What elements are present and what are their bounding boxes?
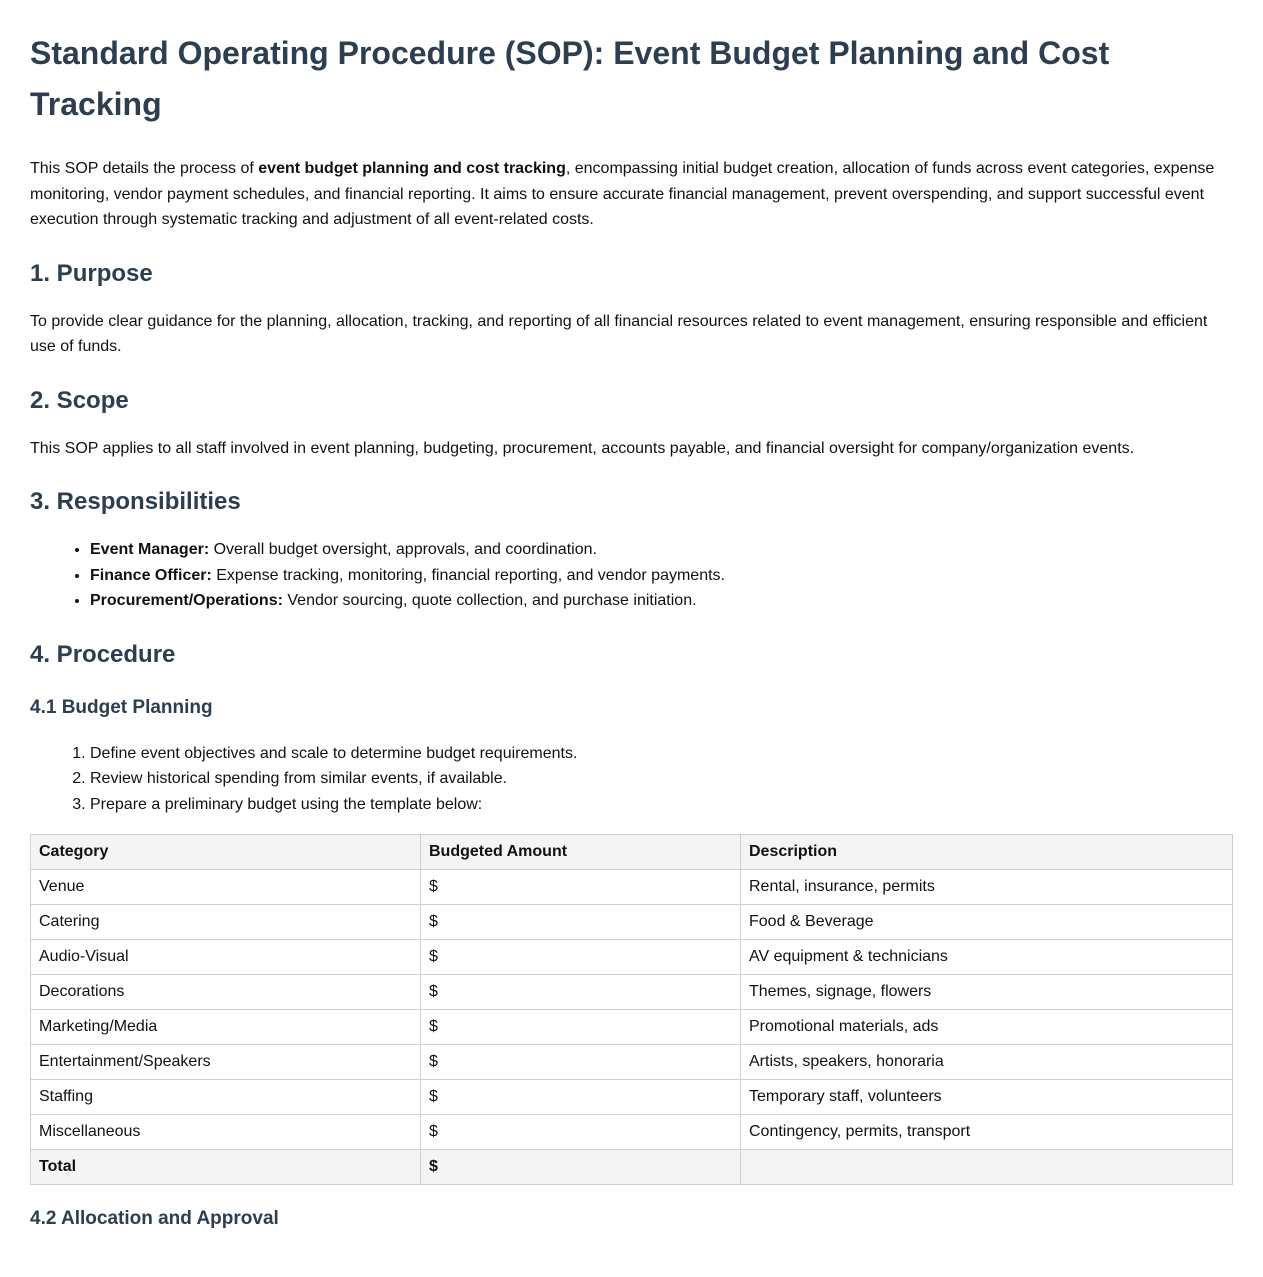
cell-category: Catering <box>31 905 421 940</box>
cell-category: Audio-Visual <box>31 940 421 975</box>
table-row <box>31 940 1233 975</box>
cell-category: Staffing <box>31 1080 421 1115</box>
procedure-heading: 4. Procedure <box>30 640 176 668</box>
role-label: Event Manager: <box>90 541 210 558</box>
role-description: Expense tracking, monitoring, financial reporting, and vendor payments. <box>211 566 725 584</box>
role-label: Procurement/Operations: <box>90 592 283 609</box>
cell-amount: $ <box>421 940 741 975</box>
cell-amount: $ <box>421 975 741 1010</box>
cell-category: Marketing/Media <box>31 1010 421 1045</box>
table-row <box>31 975 1233 1010</box>
intro-paragraph <box>30 156 1233 233</box>
list-item: 1. Define event objectives and scale to determine budget requirements. <box>90 741 1233 767</box>
table-row <box>31 1080 1233 1115</box>
allocation-heading: 4.2 Allocation and Approval <box>30 1208 279 1229</box>
cell-total-description <box>741 1150 1233 1185</box>
header-category: Category <box>31 835 421 870</box>
cell-category: Decorations <box>31 975 421 1010</box>
scope-heading: 2. Scope <box>30 386 129 414</box>
cell-category: Miscellaneous <box>31 1115 421 1150</box>
cell-amount: $ <box>421 1115 741 1150</box>
role-label: Finance Officer: <box>90 566 212 584</box>
cell-amount: $ <box>421 870 741 905</box>
list-item <box>90 563 1233 589</box>
table-row <box>31 905 1233 940</box>
table-row <box>31 1115 1233 1150</box>
intro-text-bold: event budget planning and cost tracking <box>258 160 566 177</box>
cell-category: Entertainment/Speakers <box>31 1045 421 1080</box>
table-row <box>31 1045 1233 1080</box>
role-description: Overall budget oversight, approvals, and coordination. <box>209 541 597 558</box>
cell-description: Contingency, permits, transport <box>741 1115 1233 1150</box>
table-row <box>31 1010 1233 1045</box>
responsibilities-heading: 3. Responsibilities <box>30 488 241 515</box>
page-title: Standard Operating Procedure (SOP): Event Budget Planning and Cost Tracking <box>30 35 1110 122</box>
intro-text-end: , encompassing initial budget creation, allocation of funds across event categories, expense monitoring, vendor payment schedules, and financial reporting. It aims to ensure accurate financial management, prevent overspending, and support successful event execution through systematic tracking and adjustment of all event-related costs. <box>30 160 1215 228</box>
cell-description: Temporary staff, volunteers <box>741 1080 1233 1115</box>
cell-total-amount: $ <box>421 1150 741 1185</box>
scope-text: This SOP applies to all staff involved in event planning, budgeting, procurement, accounts payable, and financial oversight for company/organization events. <box>30 439 1135 457</box>
header-description: Description <box>741 835 1233 870</box>
cell-amount: $ <box>421 1045 741 1080</box>
header-budgeted-amount: Budgeted Amount <box>421 835 741 870</box>
purpose-heading: 1. Purpose <box>30 259 153 287</box>
cell-total-label: Total <box>31 1150 421 1185</box>
purpose-text: To provide clear guidance for the planning, allocation, tracking, and reporting of all financial resources related to event management, ensuring responsible and efficient use of funds. <box>30 312 1208 355</box>
cell-description: Themes, signage, flowers <box>741 975 1233 1010</box>
cell-amount: $ <box>421 1010 741 1045</box>
list-item: 2. Review historical spending from similar events, if available. <box>90 766 1233 792</box>
cell-description: AV equipment & technicians <box>741 940 1233 975</box>
table-total-row <box>31 1150 1233 1185</box>
table-row <box>31 870 1233 905</box>
sop-document <box>0 28 1263 1232</box>
cell-description: Artists, speakers, honoraria <box>741 1045 1233 1080</box>
list-item: 3. Prepare a preliminary budget using the template below: <box>90 792 1233 818</box>
cell-description: Rental, insurance, permits <box>741 870 1233 905</box>
cell-amount: $ <box>421 1080 741 1115</box>
budget-planning-heading: 4.1 Budget Planning <box>30 696 213 718</box>
cell-description: Food & Beverage <box>741 905 1233 940</box>
intro-text-start: This SOP details the process of <box>30 160 259 177</box>
table-header-row <box>31 835 1233 870</box>
budget-template-table <box>30 834 1233 1185</box>
responsibilities-list <box>30 537 1233 614</box>
cell-description: Promotional materials, ads <box>741 1010 1233 1045</box>
list-item <box>90 537 1233 563</box>
list-item <box>90 588 1233 614</box>
role-description: Vendor sourcing, quote collection, and purchase initiation. <box>282 592 697 609</box>
cell-category: Venue <box>31 870 421 905</box>
cell-amount: $ <box>421 905 741 940</box>
budget-planning-steps <box>30 741 1233 818</box>
